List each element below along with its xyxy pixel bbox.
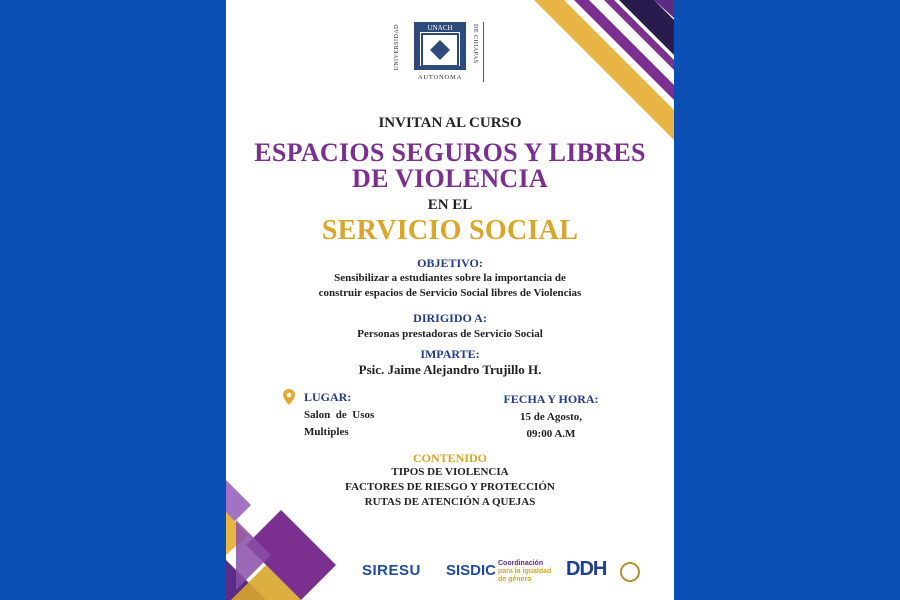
- university-name-right: DE CHIAPAS: [472, 24, 478, 64]
- coord-line1: Coordinación: [498, 560, 544, 567]
- objetivo-label: OBJETIVO:: [417, 256, 483, 270]
- fecha-line1: 15 de Agosto,: [519, 411, 583, 423]
- lugar-line1: Salon de Usos: [304, 409, 375, 421]
- lugar-label: LUGAR:: [304, 390, 352, 404]
- contenido-item: RUTAS DE ATENCIÓN A QUEJAS: [364, 496, 536, 508]
- imparte-label: IMPARTE:: [420, 347, 480, 361]
- coordinacion-genero-logo: [498, 560, 560, 584]
- university-seal-icon: [620, 562, 640, 582]
- ddh-logo: DDH: [566, 558, 607, 580]
- fecha-label: FECHA Y HORA:: [503, 392, 599, 406]
- course-title-line1: ESPACIOS SEGUROS Y LIBRES: [254, 138, 646, 167]
- servicio-social-title: SERVICIO SOCIAL: [321, 215, 579, 246]
- instructor-name: Psic. Jaime Alejandro Trujillo H.: [358, 362, 542, 377]
- dirigido-text: Personas prestadoras de Servicio Social: [357, 328, 543, 340]
- shield-icon: [412, 20, 468, 72]
- contenido-label: CONTENIDO: [412, 451, 487, 465]
- lugar-line2: Multiples: [304, 426, 349, 438]
- location-pin-icon: [282, 389, 296, 405]
- logo-divider: [483, 22, 484, 82]
- coord-line3: de género: [498, 576, 532, 583]
- objetivo-line2: construir espacios de Servicio Social libres de Violencias: [318, 287, 582, 299]
- dirigido-label: DIRIGIDO A:: [413, 311, 487, 325]
- contenido-item: FACTORES DE RIESGO Y PROTECCIÓN: [345, 481, 555, 493]
- course-poster: [226, 0, 674, 600]
- sisdic-logo: SISDIC: [446, 562, 497, 579]
- en-el-text: EN EL: [427, 197, 473, 213]
- university-name-bottom: AUTONOMA: [417, 74, 463, 81]
- siresu-logo: SIRESU: [362, 562, 421, 579]
- logo-text: UNACH: [427, 24, 453, 32]
- university-name-left: UNIVERSIDAD: [394, 24, 400, 71]
- coord-line2: para la igualdad: [498, 568, 552, 575]
- intro-text: INVITAN AL CURSO: [378, 115, 522, 131]
- course-title-line2: DE VIOLENCIA: [352, 164, 548, 193]
- fecha-line2: 09:00 A.M: [526, 428, 576, 440]
- objetivo-text: [226, 271, 674, 301]
- contenido-item: TIPOS DE VIOLENCIA: [391, 466, 509, 478]
- objetivo-line1: Sensibilizar a estudiantes sobre la importancia de: [334, 272, 566, 284]
